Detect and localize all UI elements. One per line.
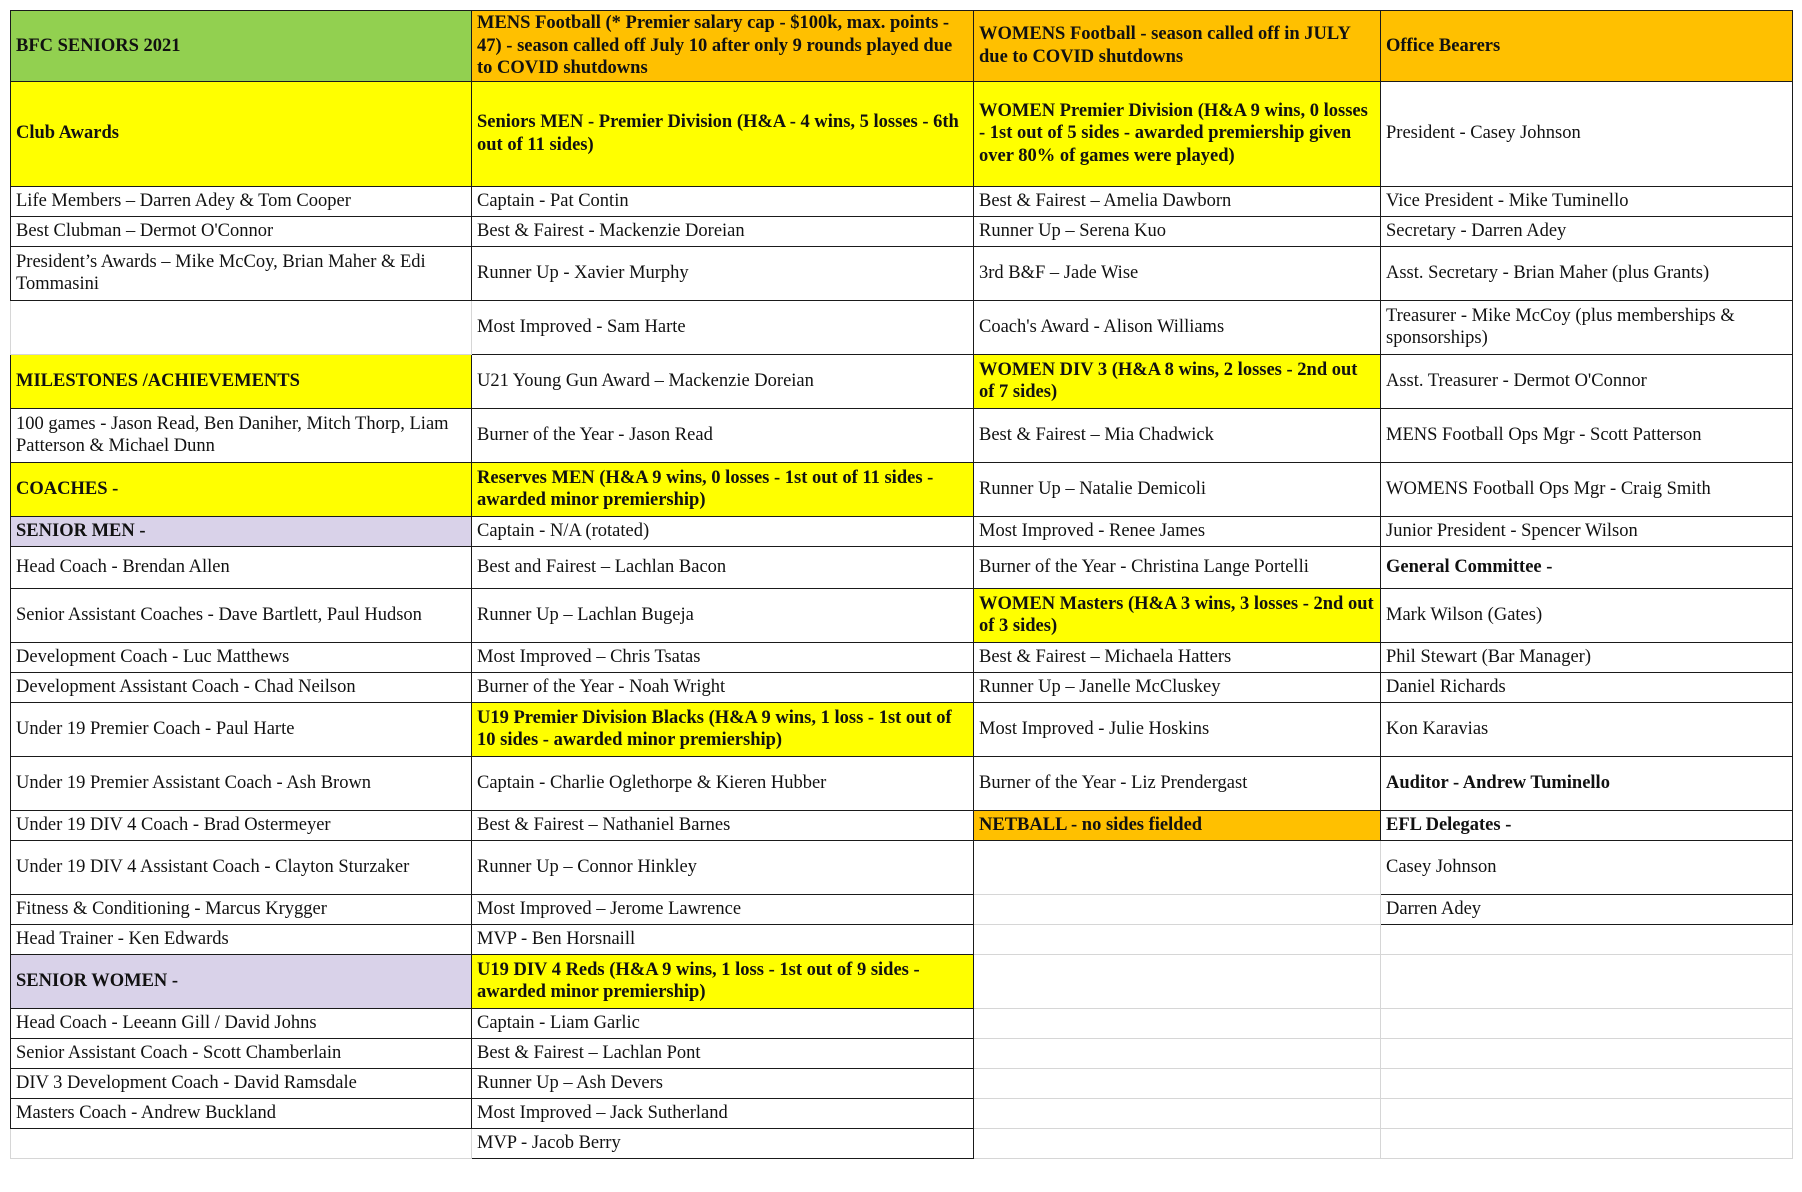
masters-runner-up-cell[interactable]: Runner Up – Janelle McCluskey bbox=[974, 672, 1381, 702]
hundred-games-cell[interactable]: 100 games - Jason Read, Ben Daniher, Mitch Thorp, Liam Patterson & Michael Dunn bbox=[11, 408, 472, 462]
empty-cell[interactable] bbox=[974, 840, 1381, 894]
womens-column-header[interactable]: WOMENS Football - season called off in JULY due to COVID shutdowns bbox=[974, 11, 1381, 82]
efl-delegate-cell[interactable]: Casey Johnson bbox=[1381, 840, 1793, 894]
secretary-cell[interactable]: Secretary - Darren Adey bbox=[1381, 216, 1793, 246]
auditor-cell[interactable]: Auditor - Andrew Tuminello bbox=[1381, 756, 1793, 810]
women-runner-up-cell[interactable]: Runner Up – Serena Kuo bbox=[974, 216, 1381, 246]
mens-ops-mgr-cell[interactable]: MENS Football Ops Mgr - Scott Patterson bbox=[1381, 408, 1793, 462]
junior-president-cell[interactable]: Junior President - Spencer Wilson bbox=[1381, 516, 1793, 546]
men-premier-division-header[interactable]: Seniors MEN - Premier Division (H&A - 4 wins, 5 losses - 6th out of 11 sides) bbox=[472, 81, 974, 186]
asst-secretary-cell[interactable]: Asst. Secretary - Brian Maher (plus Grants) bbox=[1381, 246, 1793, 300]
men-runner-up-cell[interactable]: Runner Up - Xavier Murphy bbox=[472, 246, 974, 300]
reserves-runner-up-cell[interactable]: Runner Up – Lachlan Bugeja bbox=[472, 588, 974, 642]
empty-cell[interactable] bbox=[974, 1128, 1381, 1158]
committee-member-cell[interactable]: Daniel Richards bbox=[1381, 672, 1793, 702]
u19-reds-most-improved-cell[interactable]: Most Improved – Jack Sutherland bbox=[472, 1098, 974, 1128]
treasurer-cell[interactable]: Treasurer - Mike McCoy (plus memberships & sponsorships) bbox=[1381, 300, 1793, 354]
netball-cell[interactable]: NETBALL - no sides fielded bbox=[974, 810, 1381, 840]
head-trainer-cell[interactable]: Head Trainer - Ken Edwards bbox=[11, 924, 472, 954]
masters-burner-cell[interactable]: Burner of the Year - Liz Prendergast bbox=[974, 756, 1381, 810]
efl-delegates-heading[interactable]: EFL Delegates - bbox=[1381, 810, 1793, 840]
reserves-men-header[interactable]: Reserves MEN (H&A 9 wins, 0 losses - 1st out of 11 sides - awarded minor premiership) bbox=[472, 462, 974, 516]
men-captain-cell[interactable]: Captain - Pat Contin bbox=[472, 186, 974, 216]
empty-cell[interactable] bbox=[11, 300, 472, 354]
asst-treasurer-cell[interactable]: Asst. Treasurer - Dermot O'Connor bbox=[1381, 354, 1793, 408]
empty-cell[interactable] bbox=[974, 1038, 1381, 1068]
empty-cell[interactable] bbox=[1381, 1098, 1793, 1128]
empty-cell[interactable] bbox=[974, 894, 1381, 924]
empty-cell[interactable] bbox=[974, 1098, 1381, 1128]
empty-cell[interactable] bbox=[1381, 1038, 1793, 1068]
empty-cell[interactable] bbox=[1381, 924, 1793, 954]
div3-development-coach-cell[interactable]: DIV 3 Development Coach - David Ramsdale bbox=[11, 1068, 472, 1098]
masters-coach-cell[interactable]: Masters Coach - Andrew Buckland bbox=[11, 1098, 472, 1128]
sheet-title[interactable]: BFC SENIORS 2021 bbox=[11, 11, 472, 82]
best-clubman-cell[interactable]: Best Clubman – Dermot O'Connor bbox=[11, 216, 472, 246]
development-coach-cell[interactable]: Development Coach - Luc Matthews bbox=[11, 642, 472, 672]
empty-cell[interactable] bbox=[974, 1068, 1381, 1098]
u19-premier-assistant-cell[interactable]: Under 19 Premier Assistant Coach - Ash Brown bbox=[11, 756, 472, 810]
committee-member-cell[interactable]: Phil Stewart (Bar Manager) bbox=[1381, 642, 1793, 672]
div3-burner-cell[interactable]: Burner of the Year - Christina Lange Portelli bbox=[974, 546, 1381, 588]
men-burner-cell[interactable]: Burner of the Year - Jason Read bbox=[472, 408, 974, 462]
u19-blacks-runner-up-cell[interactable]: Runner Up – Connor Hinkley bbox=[472, 840, 974, 894]
empty-cell[interactable] bbox=[974, 954, 1381, 1008]
u19-blacks-captain-cell[interactable]: Captain - Charlie Oglethorpe & Kieren Hubber bbox=[472, 756, 974, 810]
div3-best-fairest-cell[interactable]: Best & Fairest – Mia Chadwick bbox=[974, 408, 1381, 462]
women-premier-division-header[interactable]: WOMEN Premier Division (H&A 9 wins, 0 losses - 1st out of 5 sides - awarded premiership given over 80% of games were played) bbox=[974, 81, 1381, 186]
women-div3-header[interactable]: WOMEN DIV 3 (H&A 8 wins, 2 losses - 2nd out of 7 sides) bbox=[974, 354, 1381, 408]
head-coach-cell[interactable]: Head Coach - Brendan Allen bbox=[11, 546, 472, 588]
empty-cell[interactable] bbox=[1381, 954, 1793, 1008]
u19-reds-runner-up-cell[interactable]: Runner Up – Ash Devers bbox=[472, 1068, 974, 1098]
general-committee-heading[interactable]: General Committee - bbox=[1381, 546, 1793, 588]
women-masters-header[interactable]: WOMEN Masters (H&A 3 wins, 3 losses - 2nd out of 3 sides) bbox=[974, 588, 1381, 642]
div3-most-improved-cell[interactable]: Most Improved - Renee James bbox=[974, 516, 1381, 546]
efl-delegate-cell[interactable]: Darren Adey bbox=[1381, 894, 1793, 924]
reserves-most-improved-cell[interactable]: Most Improved – Chris Tsatas bbox=[472, 642, 974, 672]
senior-women-heading[interactable]: SENIOR WOMEN - bbox=[11, 954, 472, 1008]
u19-div4-assistant-cell[interactable]: Under 19 DIV 4 Assistant Coach - Clayton Sturzaker bbox=[11, 840, 472, 894]
empty-cell[interactable] bbox=[974, 1008, 1381, 1038]
committee-member-cell[interactable]: Kon Karavias bbox=[1381, 702, 1793, 756]
womens-ops-mgr-cell[interactable]: WOMENS Football Ops Mgr - Craig Smith bbox=[1381, 462, 1793, 516]
women-third-bf-cell[interactable]: 3rd B&F – Jade Wise bbox=[974, 246, 1381, 300]
div3-runner-up-cell[interactable]: Runner Up – Natalie Demicoli bbox=[974, 462, 1381, 516]
club-awards-heading[interactable]: Club Awards bbox=[11, 81, 472, 186]
milestones-heading[interactable]: MILESTONES /ACHIEVEMENTS bbox=[11, 354, 472, 408]
u19-reds-mvp-cell[interactable]: MVP - Jacob Berry bbox=[472, 1128, 974, 1158]
women-senior-assistant-cell[interactable]: Senior Assistant Coach - Scott Chamberlain bbox=[11, 1038, 472, 1068]
u19-reds-best-fairest-cell[interactable]: Best & Fairest – Lachlan Pont bbox=[472, 1038, 974, 1068]
u19-premier-blacks-header[interactable]: U19 Premier Division Blacks (H&A 9 wins, 1 loss - 1st out of 10 sides - awarded minor premiership) bbox=[472, 702, 974, 756]
u19-blacks-mvp-cell[interactable]: MVP - Ben Horsnaill bbox=[472, 924, 974, 954]
women-coaches-award-cell[interactable]: Coach's Award - Alison Williams bbox=[974, 300, 1381, 354]
life-members-cell[interactable]: Life Members – Darren Adey & Tom Cooper bbox=[11, 186, 472, 216]
u19-premier-coach-cell[interactable]: Under 19 Premier Coach - Paul Harte bbox=[11, 702, 472, 756]
reserves-burner-cell[interactable]: Burner of the Year - Noah Wright bbox=[472, 672, 974, 702]
empty-cell[interactable] bbox=[974, 924, 1381, 954]
men-best-fairest-cell[interactable]: Best & Fairest - Mackenzie Doreian bbox=[472, 216, 974, 246]
mens-column-header[interactable]: MENS Football (* Premier salary cap - $100k, max. points - 47) - season called off July 10 after only 9 rounds played due to COVID shutdowns bbox=[472, 11, 974, 82]
fitness-conditioning-cell[interactable]: Fitness & Conditioning - Marcus Krygger bbox=[11, 894, 472, 924]
women-best-fairest-cell[interactable]: Best & Fairest – Amelia Dawborn bbox=[974, 186, 1381, 216]
empty-cell[interactable] bbox=[1381, 1128, 1793, 1158]
senior-assistant-coaches-cell[interactable]: Senior Assistant Coaches - Dave Bartlett, Paul Hudson bbox=[11, 588, 472, 642]
masters-most-improved-cell[interactable]: Most Improved - Julie Hoskins bbox=[974, 702, 1381, 756]
senior-men-heading[interactable]: SENIOR MEN - bbox=[11, 516, 472, 546]
presidents-awards-cell[interactable]: President’s Awards – Mike McCoy, Brian Maher & Edi Tommasini bbox=[11, 246, 472, 300]
reserves-best-fairest-cell[interactable]: Best and Fairest – Lachlan Bacon bbox=[472, 546, 974, 588]
women-head-coach-cell[interactable]: Head Coach - Leeann Gill / David Johns bbox=[11, 1008, 472, 1038]
office-bearers-header[interactable]: Office Bearers bbox=[1381, 11, 1793, 82]
empty-cell[interactable] bbox=[1381, 1008, 1793, 1038]
u19-blacks-most-improved-cell[interactable]: Most Improved – Jerome Lawrence bbox=[472, 894, 974, 924]
committee-member-cell[interactable]: Mark Wilson (Gates) bbox=[1381, 588, 1793, 642]
development-assistant-cell[interactable]: Development Assistant Coach - Chad Neilson bbox=[11, 672, 472, 702]
spreadsheet-table bbox=[10, 10, 1793, 1159]
masters-best-fairest-cell[interactable]: Best & Fairest – Michaela Hatters bbox=[974, 642, 1381, 672]
coaches-heading[interactable]: COACHES - bbox=[11, 462, 472, 516]
u21-young-gun-cell[interactable]: U21 Young Gun Award – Mackenzie Doreian bbox=[472, 354, 974, 408]
president-cell[interactable]: President - Casey Johnson bbox=[1381, 81, 1793, 186]
u19-reds-captain-cell[interactable]: Captain - Liam Garlic bbox=[472, 1008, 974, 1038]
u19-div4-coach-cell[interactable]: Under 19 DIV 4 Coach - Brad Ostermeyer bbox=[11, 810, 472, 840]
empty-cell[interactable] bbox=[1381, 1068, 1793, 1098]
empty-cell[interactable] bbox=[11, 1128, 472, 1158]
u19-blacks-best-fairest-cell[interactable]: Best & Fairest – Nathaniel Barnes bbox=[472, 810, 974, 840]
reserves-captain-cell[interactable]: Captain - N/A (rotated) bbox=[472, 516, 974, 546]
vice-president-cell[interactable]: Vice President - Mike Tuminello bbox=[1381, 186, 1793, 216]
men-most-improved-cell[interactable]: Most Improved - Sam Harte bbox=[472, 300, 974, 354]
u19-div4-reds-header[interactable]: U19 DIV 4 Reds (H&A 9 wins, 1 loss - 1st out of 9 sides - awarded minor premiership) bbox=[472, 954, 974, 1008]
